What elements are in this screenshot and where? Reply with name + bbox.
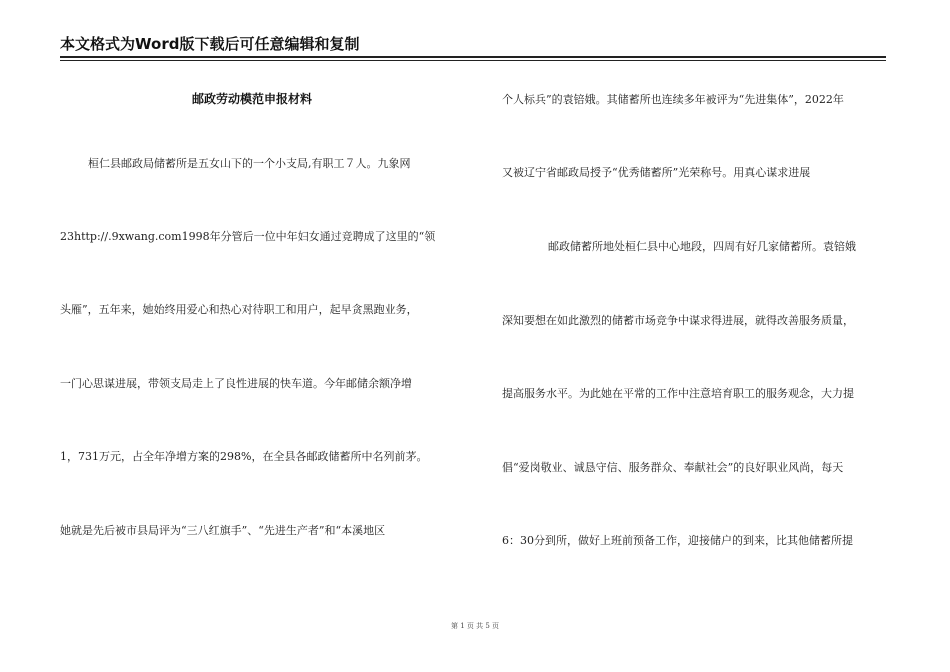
right-line-4: 深知要想在如此激烈的储蓄市场竞争中谋求得进展，就得改善服务质量， bbox=[502, 314, 854, 327]
left-line-3: 头雁”，五年来，她始终用爱心和热心对待职工和用户，起早贪黑跑业务， bbox=[60, 303, 418, 316]
document-banner: 本文格式为Word版下载后可任意编辑和复制 bbox=[60, 35, 360, 53]
right-line-5: 提高服务水平。为此她在平常的工作中注意培育职工的服务观念，大力提 bbox=[502, 387, 854, 400]
left-line-1: 桓仁县邮政局储蓄所是五女山下的一个小支局,有职工７人。九象网 bbox=[88, 157, 411, 170]
right-line-7: 6：30分到所，做好上班前预备工作，迎接储户的到来，比其他储蓄所提 bbox=[502, 534, 853, 547]
left-line-5: 1，731万元，占全年净增方案的298%，在全县各邮政储蓄所中名列前茅。 bbox=[60, 450, 428, 463]
left-line-6: 她就是先后被市县局评为“三八红旗手”、“先进生产者”和“本溪地区 bbox=[60, 524, 386, 537]
header-rule-thin bbox=[60, 60, 886, 61]
left-line-2: 23http://.9xwang.com1998年分管后一位中年妇女通过竞聘成了这里的“领 bbox=[60, 230, 436, 243]
right-line-1: 个人标兵”的袁锫娥。其储蓄所也连续多年被评为“先进集体”，2022年 bbox=[502, 93, 844, 106]
page-number: 第 1 页 共 5 页 bbox=[450, 622, 500, 630]
right-line-6: 倡“爱岗敬业、诚恳守信、服务群众、奉献社会”的良好职业风尚，每天 bbox=[502, 461, 844, 474]
header-rule-thick bbox=[60, 56, 886, 58]
right-line-2: 又被辽宁省邮政局授予“优秀储蓄所”光荣称号。用真心谋求进展 bbox=[502, 166, 811, 179]
document-title: 邮政劳动模范申报材料 bbox=[192, 92, 313, 106]
left-line-4: 一门心思谋进展，带领支局走上了良性进展的快车道。今年邮储余额净增 bbox=[60, 377, 412, 390]
right-line-3: 邮政储蓄所地处桓仁县中心地段，四周有好几家储蓄所。袁锫娥 bbox=[548, 240, 856, 253]
